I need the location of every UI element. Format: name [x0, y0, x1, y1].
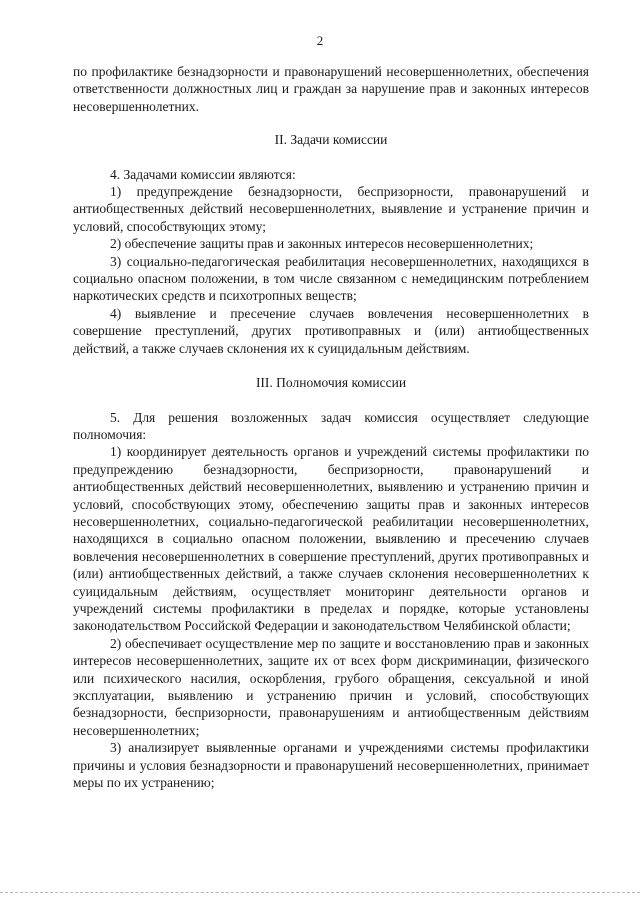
page-number: 2 [316, 33, 324, 48]
section-heading-powers: III. Полномочия комиссии [255, 375, 407, 391]
powers-intro: 5. Для решения возложенных задач комиссия осуществляет следующие полномочия: [73, 409, 589, 442]
task-item-3: 3) социально-педагогическая реабилитация несовершеннолетних, находящихся в социально опасном положении, в том числе связанном с немедицинским потреблением наркотических средств и психотропных веществ; [73, 253, 589, 304]
power-item-2: 2) обеспечивает осуществление мер по защите и восстановлению прав и законных интересов несовершеннолетних, защите их от всех форм дискриминации, физического или психического насилия, оскорбления, грубого обращения, сексуальной и иной эксплуатации, выявлению и устранению причин и условий, способствующих безнадзорности, беспризорности, правонарушениям и антиобщественным действиям несовершеннолетних; [73, 635, 589, 738]
task-item-4: 4) выявление и пресечение случаев вовлечения несовершеннолетних в совершение преступлений, других противоправных и (или) антиобщественных действий, а также случаев склонения их к суицидальным действиям. [73, 305, 589, 356]
section-heading-tasks: II. Задачи комиссии [274, 132, 388, 148]
task-item-1: 1) предупреждение безнадзорности, беспризорности, правонарушений и антиобщественных действий несовершеннолетних, выявление и устранение причин и условий, способствующих этому; [73, 184, 589, 234]
page-bottom-edge [0, 892, 640, 893]
tasks-intro: 4. Задачами комиссии являются: [110, 166, 296, 182]
document-body [73, 63, 589, 791]
continuation-paragraph: по профилактике безнадзорности и правонарушений несовершеннолетних, обеспечения ответственности должностных лиц и граждан за нарушение прав и законных интересов несовершеннолетних. [73, 64, 589, 114]
task-item-2: 2) обеспечение защиты прав и законных интересов несовершеннолетних; [110, 236, 534, 252]
power-item-3: 3) анализирует выявленные органами и учреждениями системы профилактики причины и условия безнадзорности и правонарушений несовершеннолетних, принимает меры по их устранению; [73, 740, 589, 791]
power-item-1: 1) координирует деятельность органов и учреждений системы профилактики по предупреждению безнадзорности, беспризорности, правонарушений и антиобщественных действий несовершеннолетних, выявлению и устранению причин и условий, способствующих этому, обеспечению защиты прав и законных интересов несовершеннолетних, социально-педагогической реабилитации несовершеннолетних, находящихся в социально опасном положении, выявлению и пресечению случаев вовлечения несовершеннолетних в совершение преступлений, других противоправных и (или) антиобщественных действий, а также случаев склонения несовершеннолетних к суицидальным действиям, осуществляет мониторинг деятельности органов и учреждений системы профилактики в пределах и порядке, которые установлены законодательством Российской Федерации и законодательством Челябинской области; [73, 444, 589, 634]
